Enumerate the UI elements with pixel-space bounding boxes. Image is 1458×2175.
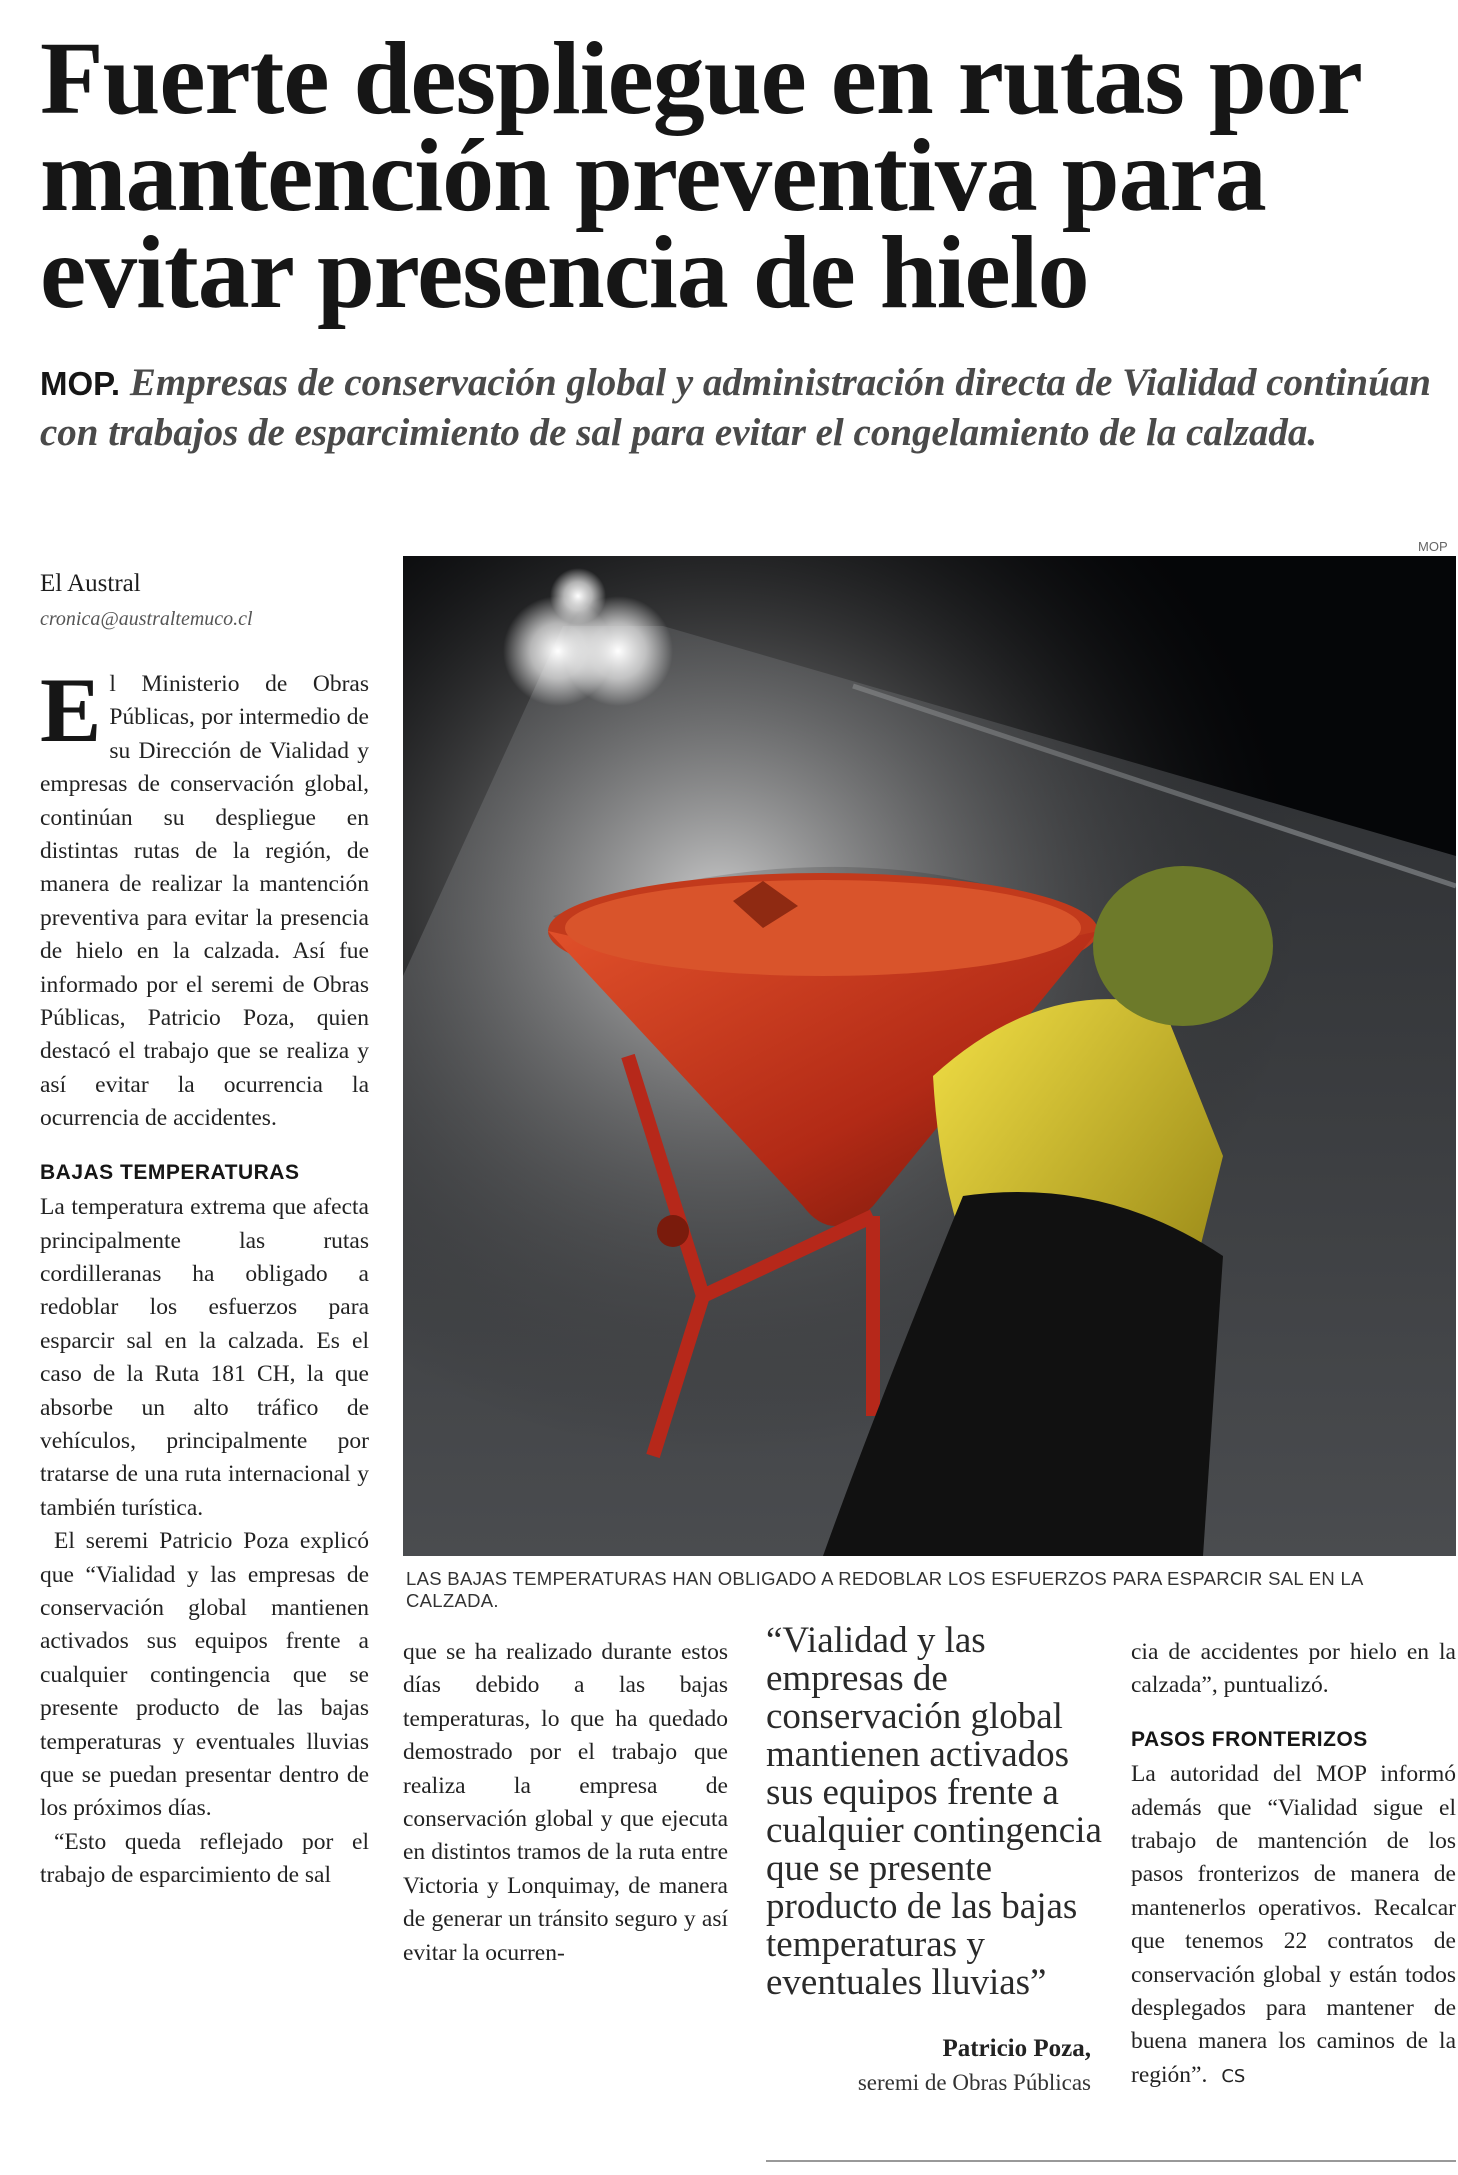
- column-2: [403, 1636, 728, 1970]
- paragraph: [1131, 1758, 1456, 2093]
- bottom-rule: [766, 2160, 1456, 2162]
- photo-illustration: [403, 556, 1456, 1556]
- deck: [40, 358, 1440, 457]
- paragraph: El seremi Patricio Poza explicó que “Vialidad y las empresas de conservación global mantienen activados sus equipos frente a cualquier contingencia que se presente producto de las bajas temperaturas y eventuales lluvias que se puedan presentar dentro de los próximos días.: [40, 1528, 369, 1822]
- pull-quote: “Vialidad y las empresas de conservación global mantienen activados sus equipos frente a cualquier contingencia que se presente producto de las bajas temperaturas y eventuales lluvias”: [766, 1620, 1102, 2003]
- deck-kicker: MOP.: [40, 365, 121, 402]
- column-1: [40, 659, 369, 1893]
- subhead-bajas-temperaturas: BAJAS TEMPERATURAS: [40, 1160, 300, 1184]
- paragraph: que se ha realizado durante estos días debido a las bajas temperaturas, lo que ha quedado demostrado por el trabajo que realiza la empresa de conservación global y que ejecuta en distintos tramos de la ruta entre Victoria y Lonquimay, de manera de generar un tránsito seguro y así evitar la ocurren-: [403, 1639, 728, 1966]
- subhead-pasos-fronterizos: PASOS FRONTERIZOS: [1131, 1727, 1368, 1751]
- paragraph: cia de accidentes por hielo en la calzada”, puntualizó.: [1131, 1639, 1456, 1699]
- paragraph-intro: [40, 659, 369, 1136]
- paragraph-intro-text: l Ministerio de Obras Públicas, por intermedio de su Dirección de Vialidad y empresas de conservación global, continúan su despliegue en distintas rutas de la región, de manera de realizar la mantención preventiva para evitar la presencia de hielo en la calzada. Así fue informado por el seremi de Obras Públicas, Patricio Poza, quien destacó el trabajo que se realiza y así evitar la ocurrencia la ocurrencia de accidentes.: [40, 671, 369, 1132]
- column-4: [1131, 1636, 1456, 2093]
- paragraph: “Esto queda reflejado por el trabajo de esparcimiento de sal: [40, 1828, 369, 1889]
- paragraph: La temperatura extrema que afecta principalmente las rutas cordilleranas ha obligado a redoblar los esfuerzos para esparcir sal en la calzada. Es el caso de la Ruta 181 CH, la que absorbe un alto tráfico de vehículos, principalmente por tratarse de una ruta internacional y también turística.: [40, 1194, 369, 1521]
- deck-text: Empresas de conservación global y administración directa de Vialidad continúan con trabajos de esparcimiento de sal para evitar el congelamiento de la calzada.: [40, 361, 1431, 454]
- photo: [403, 556, 1456, 1556]
- byline-author: El Austral: [40, 570, 141, 597]
- quote-attribution-role: seremi de Obras Públicas: [857, 2070, 1091, 2095]
- photo-caption: LAS BAJAS TEMPERATURAS HAN OBLIGADO A REDOBLAR LOS ESFUERZOS PARA ESPARCIR SAL EN LA CALZADA.: [406, 1568, 1363, 1611]
- quote-attribution-name: Patricio Poza,: [942, 2035, 1091, 2062]
- byline: [40, 570, 370, 631]
- author-end-mark: CS: [1221, 2065, 1246, 2087]
- photo-credit: MOP: [1418, 539, 1448, 554]
- byline-email: cronica@australtemuco.cl: [40, 608, 253, 630]
- headline: Fuerte despliegue en rutas por mantención preventiva para evitar presencia de hielo: [40, 21, 1360, 330]
- drop-cap: E: [40, 659, 102, 761]
- paragraph-text: La autoridad del MOP informó además que “Vialidad sigue el trabajo de mantención de los pasos fronterizos de manera de mantenerlos operativos. Recalcar que tenemos 22 contratos de conservación global y están todos desplegados para mantener de buena manera los caminos de la región”.: [1131, 1761, 1456, 2088]
